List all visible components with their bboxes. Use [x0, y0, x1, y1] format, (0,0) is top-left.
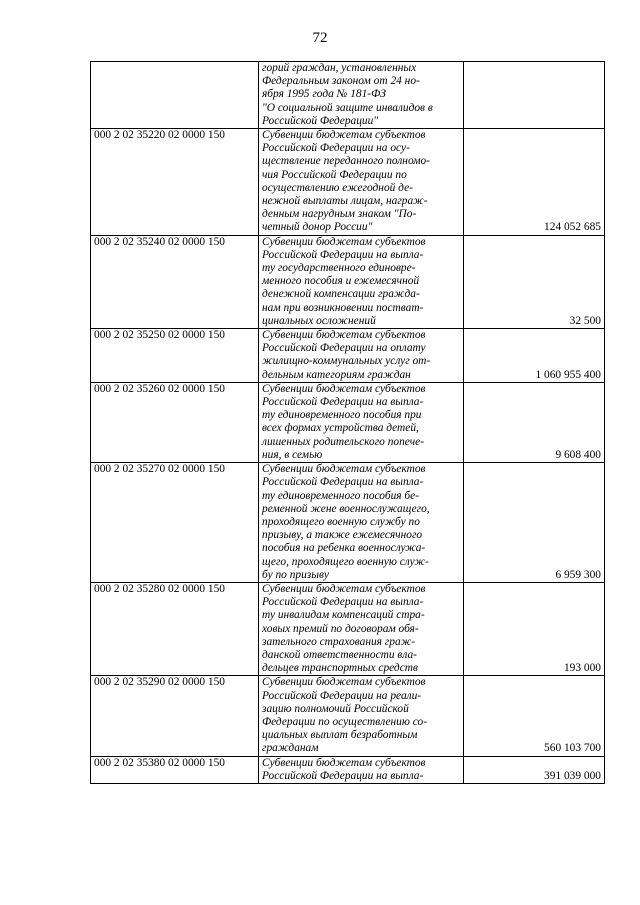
description-line: Федерации по осуществлению со-: [262, 715, 427, 728]
revenue-code: 000 2 02 35220 02 0000 150: [91, 129, 259, 236]
description-line: ября 1995 года № 181-ФЗ: [262, 88, 386, 101]
description-line: Субвенции бюджетам субъектов: [262, 676, 426, 689]
table-row: [91, 329, 605, 383]
revenue-code: 000 2 02 35280 02 0000 150: [91, 582, 259, 675]
description-line: ховых премий по договорам обя-: [262, 622, 419, 635]
description-line: ту государственного единовре-: [262, 262, 416, 275]
description-line: гражданам: [262, 742, 319, 755]
description-line: ту единовременного пособия бе-: [262, 489, 419, 502]
revenue-code: 000 2 02 35380 02 0000 150: [91, 756, 259, 783]
description-line: Российской Федерации": [262, 114, 379, 127]
revenue-amount: 124 052 685: [464, 129, 605, 236]
description-line: Российской Федерации на выпла-: [262, 769, 424, 782]
description-line: бу по призыву: [262, 568, 329, 581]
description-line: Субвенции бюджетам субъектов: [262, 129, 426, 142]
description-line: Российской Федерации на выпла-: [262, 248, 424, 261]
table-row: [91, 756, 605, 783]
revenue-code: 000 2 02 35290 02 0000 150: [91, 676, 259, 756]
description-line: жилищно-коммунальных услуг от-: [262, 355, 431, 368]
description-line: цинальных осложнений: [262, 314, 376, 327]
revenue-description: [259, 129, 464, 236]
description-line: Субвенции бюджетам субъектов: [262, 463, 426, 476]
revenue-amount: 560 103 700: [464, 676, 605, 756]
description-line: Российской Федерации на выпла-: [262, 476, 424, 489]
revenue-description: [259, 62, 464, 129]
description-line: Субвенции бюджетам субъектов: [262, 582, 426, 595]
description-line: ту единовременного пособия при: [262, 409, 422, 422]
description-line: денным нагрудным знаком "По-: [262, 208, 417, 221]
description-line: пособия на ребенка военнослужа-: [262, 542, 426, 555]
revenue-amount: 193 000: [464, 582, 605, 675]
page-number: 72: [312, 30, 328, 46]
description-line: дельным категориям граждан: [262, 368, 411, 381]
description-line: дельцев транспортных средств: [262, 662, 418, 675]
revenue-code: 000 2 02 35260 02 0000 150: [91, 382, 259, 462]
revenue-amount: [464, 62, 605, 129]
revenue-description: [259, 582, 464, 675]
description-line: циальных выплат безработным: [262, 729, 418, 742]
description-line: Российской Федерации на реали-: [262, 689, 422, 702]
revenue-description: [259, 756, 464, 783]
revenue-code: 000 2 02 35240 02 0000 150: [91, 235, 259, 328]
revenue-amount: 6 959 300: [464, 463, 605, 583]
description-line: ременной жене военнослужащего,: [262, 502, 430, 515]
table-row: [91, 62, 605, 129]
description-line: призыву, а также ежемесячного: [262, 529, 423, 542]
description-line: проходящего военную службу по: [262, 515, 420, 528]
description-line: горий граждан, установленных: [262, 62, 417, 74]
description-line: всех формах устройства детей,: [262, 422, 419, 435]
revenue-description: [259, 329, 464, 383]
revenue-amount: 391 039 000: [464, 756, 605, 783]
description-line: ществление переданного полномо-: [262, 155, 430, 168]
revenue-code: 000 2 02 35270 02 0000 150: [91, 463, 259, 583]
revenue-description: [259, 235, 464, 328]
revenue-code: [91, 62, 259, 129]
revenue-description: [259, 382, 464, 462]
table-row: [91, 582, 605, 675]
description-line: чия Российской Федерации по: [262, 168, 407, 181]
table-row: [91, 235, 605, 328]
description-line: Российской Федерации на выпла-: [262, 396, 424, 409]
description-line: ния, в семью: [262, 448, 323, 461]
description-line: зацию полномочий Российской: [262, 702, 409, 715]
description-line: Российской Федерации на осу-: [262, 142, 410, 155]
description-line: Субвенции бюджетам субъектов: [262, 329, 426, 342]
description-line: Субвенции бюджетам субъектов: [262, 756, 426, 769]
table-row: [91, 129, 605, 236]
table-row: [91, 463, 605, 583]
description-line: осуществлению ежегодной де-: [262, 181, 413, 194]
description-line: нежной выплаты лицам, награж-: [262, 195, 428, 208]
description-line: Субвенции бюджетам субъектов: [262, 235, 426, 248]
description-line: Федеральным законом от 24 но-: [262, 75, 420, 88]
description-line: Российской Федерации на оплату: [262, 342, 426, 355]
revenue-amount: 1 060 955 400: [464, 329, 605, 383]
revenue-description: [259, 676, 464, 756]
description-line: щего, проходящего военную служ-: [262, 555, 429, 568]
table-row: [91, 676, 605, 756]
revenue-description: [259, 463, 464, 583]
description-line: Субвенции бюджетам субъектов: [262, 382, 426, 395]
budget-revenue-table: [90, 61, 605, 784]
description-line: денежной компенсации гражда-: [262, 288, 420, 301]
description-line: лишенных родительского попече-: [262, 435, 424, 448]
description-line: зательного страхования граж-: [262, 635, 416, 648]
description-line: данской ответственности вла-: [262, 648, 417, 661]
description-line: Российской Федерации на выпла-: [262, 596, 424, 609]
table-row: [91, 382, 605, 462]
description-line: четный донор России": [262, 221, 373, 234]
revenue-amount: 9 608 400: [464, 382, 605, 462]
table-body: [91, 62, 605, 784]
description-line: ту инвалидам компенсаций стра-: [262, 609, 425, 622]
description-line: нам при возникновении постват-: [262, 301, 424, 314]
description-line: "О социальной защите инвалидов в: [262, 101, 433, 114]
revenue-code: 000 2 02 35250 02 0000 150: [91, 329, 259, 383]
revenue-amount: 32 500: [464, 235, 605, 328]
description-line: менного пособия и ежемесячной: [262, 275, 420, 288]
